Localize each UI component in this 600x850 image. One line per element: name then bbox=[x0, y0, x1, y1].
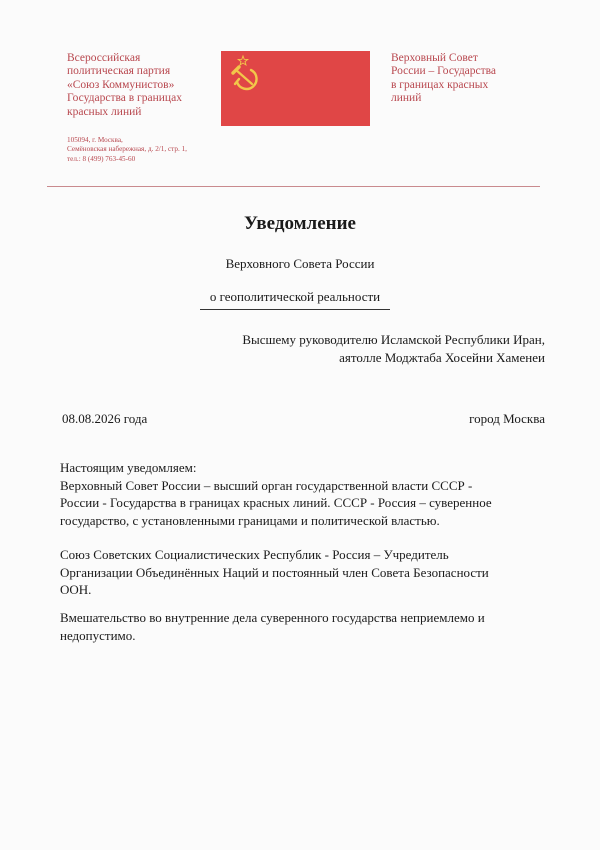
party-name-line: Всероссийская bbox=[67, 52, 141, 64]
ussr-flag-icon bbox=[221, 51, 370, 126]
supreme-council-block bbox=[391, 52, 541, 106]
subject-underline bbox=[200, 309, 390, 310]
document-subtitle: Верховного Совета России bbox=[225, 256, 375, 271]
addressee-line: аятолле Моджтаба Хосейни Хаменеи bbox=[339, 350, 545, 365]
party-name-block bbox=[67, 52, 217, 119]
document-title: Уведомление bbox=[244, 213, 356, 234]
paragraph-line: Организации Объединённых Наций и постоянный член Совета Безопасности bbox=[60, 564, 489, 580]
council-name-line: России – Государства bbox=[391, 65, 497, 78]
document-city: город Москва bbox=[469, 411, 545, 426]
paragraph-line: Верховный Совет России – высший орган государственной власти СССР - bbox=[60, 477, 473, 493]
paragraph-line: ООН. bbox=[60, 582, 92, 597]
party-name-line: «Союз Коммунистов» bbox=[67, 78, 175, 91]
paragraph-line: государство, с установленными границами и политической властью. bbox=[60, 512, 440, 528]
party-name-line: красных линий bbox=[67, 105, 142, 118]
paragraph-3 bbox=[60, 609, 550, 644]
address-line: Семёновская набережная, д. 2/1, стр. 1, bbox=[67, 145, 187, 154]
council-name-line: линий bbox=[391, 92, 422, 105]
council-name-line: Верховный Совет bbox=[391, 52, 478, 64]
addressee-line: Высшему руководителю Исламской Республики Иран, bbox=[242, 332, 545, 347]
address-line: 105094, г. Москва, bbox=[67, 136, 123, 144]
paragraph-2 bbox=[60, 546, 550, 599]
paragraph-line: Вмешательство во внутренние дела суверенного государства неприемлемо и bbox=[60, 610, 485, 625]
party-name-line: Государства в границах bbox=[67, 92, 182, 105]
council-name-line: в границах красных bbox=[391, 78, 489, 91]
paragraph-line: недопустимо. bbox=[60, 627, 136, 643]
addressee-block bbox=[145, 331, 545, 367]
document-date: 08.08.2026 года bbox=[62, 411, 148, 426]
address-line: тел.: 8 (499) 763-45-60 bbox=[67, 154, 136, 163]
paragraph-line: России - Государства в границах красных линий. СССР - Россия – суверенное bbox=[60, 495, 492, 510]
header-divider bbox=[47, 186, 540, 187]
document-subject: о геополитической реальности bbox=[209, 289, 381, 304]
address-block bbox=[67, 136, 227, 164]
party-name-line: политическая партия bbox=[67, 65, 171, 78]
paragraph-1 bbox=[60, 459, 550, 529]
paragraph-line: Настоящим уведомляем: bbox=[60, 460, 197, 475]
paragraph-line: Союз Советских Социалистических Республик - Россия – Учредитель bbox=[60, 547, 449, 562]
